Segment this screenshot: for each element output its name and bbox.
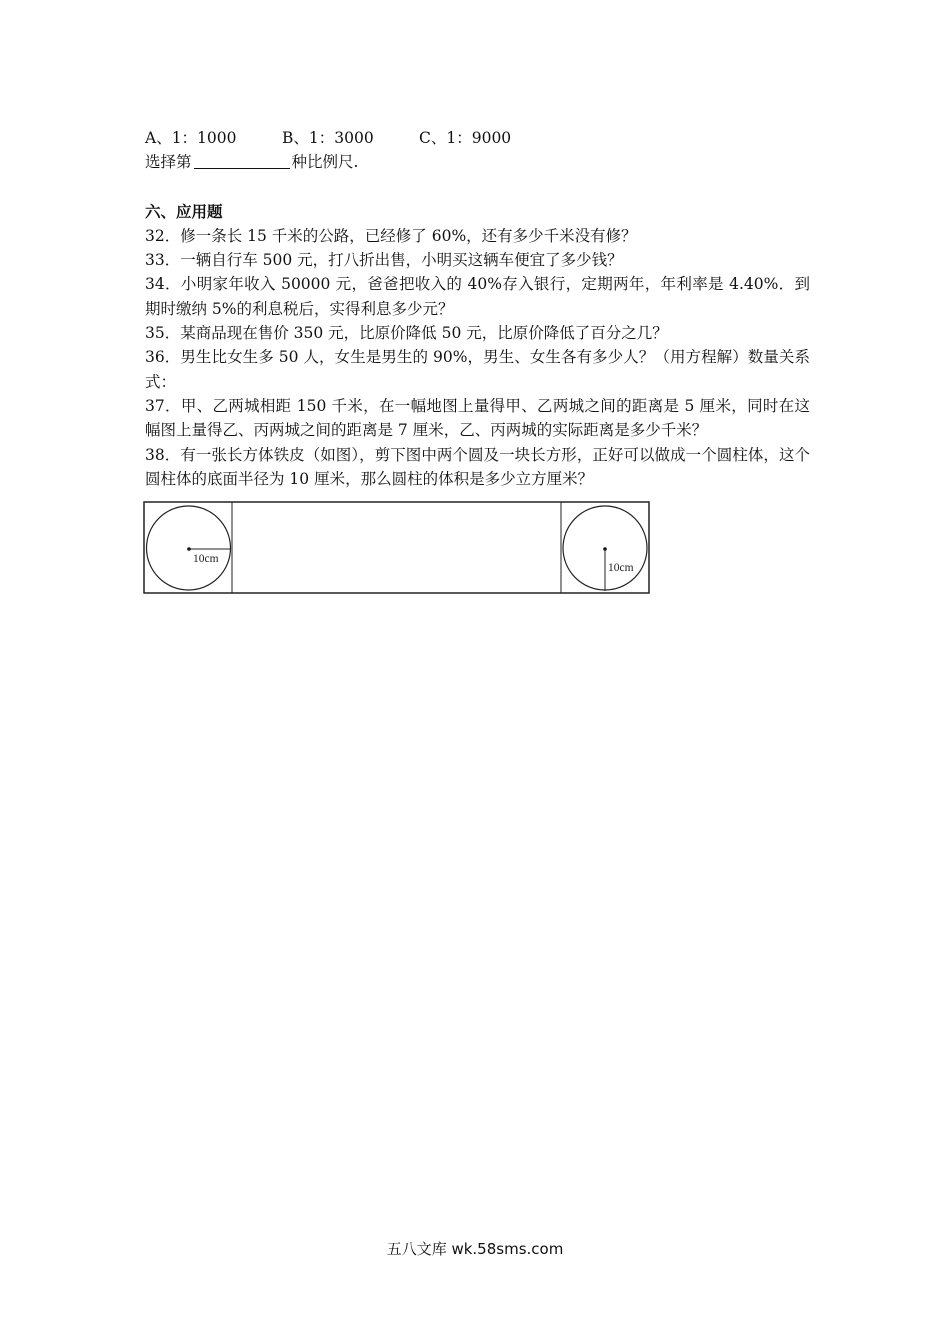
figure-svg: [143, 500, 650, 595]
option-c: C、1：9000: [419, 129, 512, 147]
left-radius-label: 10cm: [193, 553, 219, 565]
cylinder-net-figure: [143, 500, 650, 595]
choose-scale-line: [145, 150, 810, 174]
question-32: 32．修一条长 15 千米的公路，已经修了 60%，还有多少千米没有修？: [145, 226, 637, 245]
option-a: A、1：1000: [145, 129, 237, 147]
right-radius-label: 10cm: [608, 562, 634, 574]
section-heading: 六、应用题: [145, 201, 223, 221]
section-spacer: [145, 175, 810, 200]
question-37: 37．甲、乙两城相距 150 千米，在一幅地图上量得甲、乙两城之间的距离是 5 厘米，同时在这幅图上量得乙、丙两城之间的距离是 7 厘米，乙、丙两城的实际距离是多少千米？: [145, 396, 810, 440]
choose-prefix: 选择第: [145, 153, 192, 172]
choice-options: [145, 126, 810, 150]
question-33: 33．一辆自行车 500 元，打八折出售，小明买这辆车便宜了多少钱？: [145, 251, 623, 270]
choose-suffix: 种比例尺.: [291, 153, 359, 172]
footer-watermark: 五八文库 wk.58sms.com: [386, 1240, 564, 1258]
option-b: B、1：3000: [282, 129, 374, 147]
outer-rectangle: [144, 502, 649, 593]
document-body: [145, 126, 810, 491]
answer-blank: [194, 152, 290, 169]
question-35: 35．某商品现在售价 350 元，比原价降低 50 元，比原价降低了百分之几？: [145, 324, 668, 343]
question-38: 38．有一张长方体铁皮（如图），剪下图中两个圆及一块长方形，正好可以做成一个圆柱体，这个圆柱体的底面半径为 10 厘米，那么圆柱的体积是多少立方厘米？: [145, 445, 810, 488]
question-36: 36．男生比女生多 50 人，女生是男生的 90%，男生、女生各有多少人？（用方程解）数量关系式：: [145, 348, 810, 391]
question-34: 34．小明家年收入 50000 元，爸爸把收入的 40%存入银行，定期两年，年利率是 4.40%．到期时缴纳 5%的利息税后，实得利息多少元？: [145, 275, 810, 318]
